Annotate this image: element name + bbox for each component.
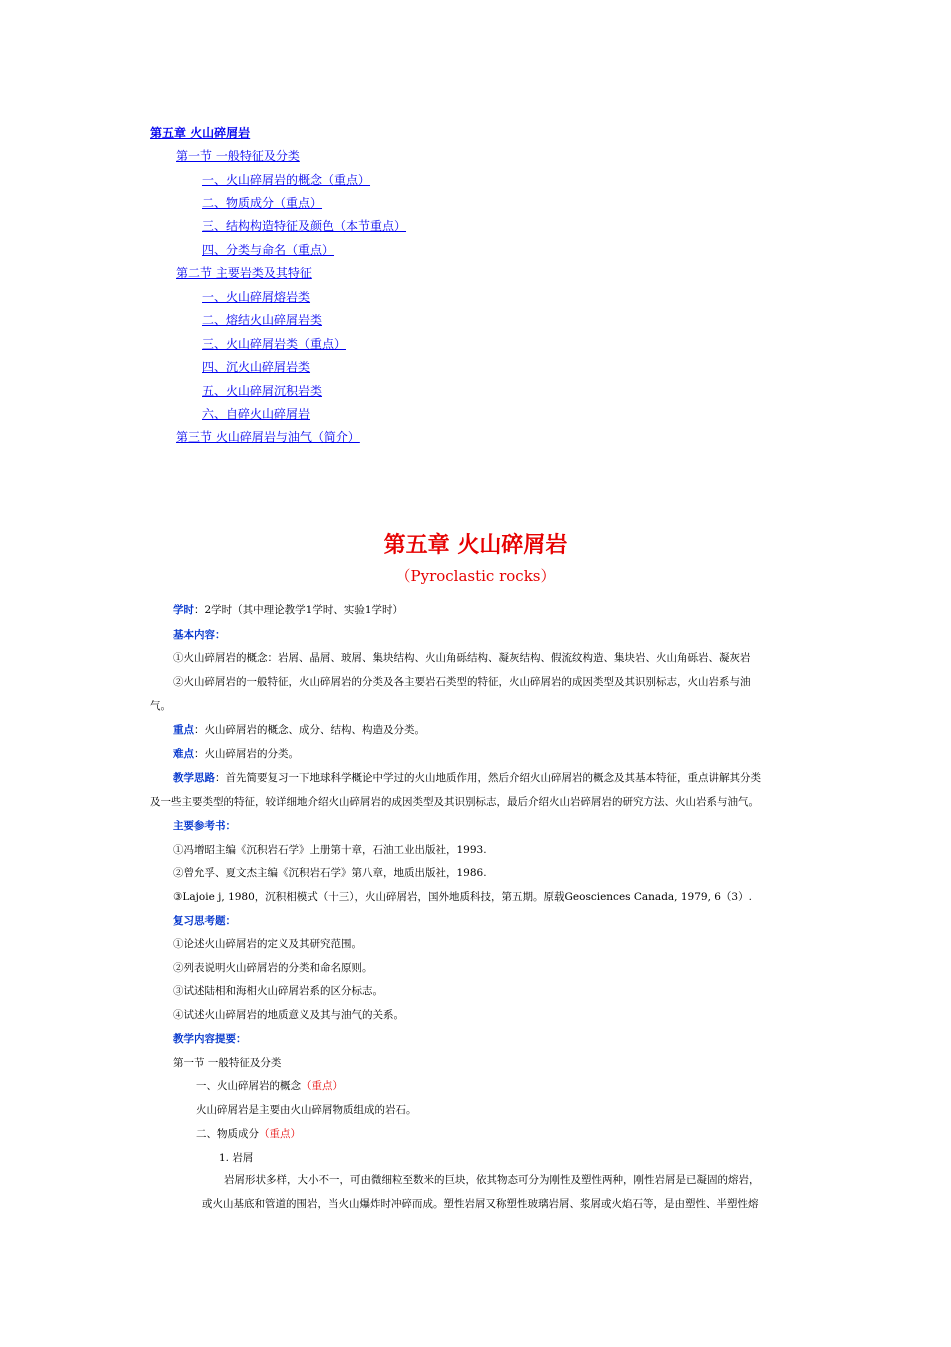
toc-section-3-link[interactable]: 第三节 火山碎屑岩与油气（简介）	[176, 430, 360, 444]
body-paragraph: 岩屑形状多样，大小不一，可由微细粒至数米的巨块，依其物态可分为刚性及塑性两种，刚性岩屑是已凝固的熔岩，	[224, 1174, 760, 1186]
basic-label: 基本内容	[173, 629, 215, 641]
item-1-key-tag: （重点）	[301, 1080, 343, 1092]
toc-s2-item-1-link[interactable]: 一、火山碎屑熔岩类	[202, 290, 311, 304]
subsection-heading: 1. 岩屑	[219, 1152, 254, 1164]
ref-item: ②曾允孚、夏文杰主编《沉积岩石学》第八章，地质出版社，1986.	[173, 867, 487, 879]
difficulty-label: 难点	[173, 748, 194, 760]
hours-label: 学时	[173, 604, 194, 616]
hours-text: ：2学时（其中理论教学1学时、实验1学时）	[194, 604, 404, 616]
review-item: ①论述火山碎屑岩的定义及其研究范围。	[173, 938, 362, 950]
item-2-heading	[196, 1127, 301, 1141]
toc-s2-item-3-link[interactable]: 三、火山碎屑岩类（重点）	[202, 337, 347, 351]
toc-s2-item-2-link[interactable]: 二、熔结火山碎屑岩类	[202, 313, 323, 327]
outline-label: 教学内容提要	[173, 1033, 236, 1045]
difficulty-text: ：火山碎屑岩的分类。	[194, 748, 299, 760]
outline-heading: 教学内容提要：	[173, 1033, 247, 1045]
body-paragraph-cont: 或火山基底和管道的围岩，当火山爆炸时冲碎而成。塑性岩屑又称塑性玻璃岩屑、浆屑或火焰石等，是由塑性、半塑性熔	[202, 1198, 759, 1210]
ref-item: ①冯增昭主编《沉积岩石学》上册第十章，石油工业出版社，1993.	[173, 844, 487, 856]
toc-section-1-link[interactable]: 第一节 一般特征及分类	[176, 149, 300, 163]
item-1-definition: 火山碎屑岩是主要由火山碎屑物质组成的岩石。	[196, 1104, 417, 1116]
chapter-title: 第五章 火山碎屑岩	[383, 533, 568, 558]
review-heading: 复习思考题：	[173, 915, 236, 927]
basic-point-2-cont: 气。	[150, 700, 171, 712]
idea-label: 教学思路	[173, 772, 215, 784]
toc-s2-item-6-link[interactable]: 六、自碎火山碎屑岩	[202, 407, 311, 421]
toc-s1-item-4-link[interactable]: 四、分类与命名（重点）	[202, 243, 335, 257]
ref-item: ③Lajoie j, 1980，沉积相模式（十三），火山碎屑岩，国外地质科技，第五期。原载Geosciences Canada, 1979, 6（3）.	[173, 891, 752, 903]
toc-section-2-link[interactable]: 第二节 主要岩类及其特征	[176, 266, 312, 280]
difficulty-line	[173, 747, 299, 761]
key-label: 重点	[173, 724, 194, 736]
key-text: ：火山碎屑岩的概念、成分、结构、构造及分类。	[194, 724, 425, 736]
review-item: ②列表说明火山碎屑岩的分类和命名原则。	[173, 962, 373, 974]
toc-s1-item-2-link[interactable]: 二、物质成分（重点）	[202, 196, 323, 210]
basic-point-1: ①火山碎屑岩的概念：岩屑、晶屑、玻屑、集块结构、火山角砾结构、凝灰结构、假流纹构造、集块岩、火山角砾岩、凝灰岩	[173, 652, 751, 664]
toc-s1-item-3-link[interactable]: 三、结构构造特征及颜色（本节重点）	[202, 219, 407, 233]
item-1-title: 一、火山碎屑岩的概念	[196, 1080, 301, 1092]
review-item: ③试述陆相和海相火山碎屑岩系的区分标志。	[173, 985, 383, 997]
idea-line-cont: 及一些主要类型的特征，较详细地介绍火山碎屑岩的成因类型及其识别标志，最后介绍火山岩碎屑岩的研究方法、火山岩系与油气。	[150, 796, 759, 808]
item-2-key-tag: （重点）	[259, 1128, 301, 1140]
item-2-title: 二、物质成分	[196, 1128, 259, 1140]
section-1-heading: 第一节 一般特征及分类	[173, 1057, 282, 1069]
idea-text: ：首先简要复习一下地球科学概论中学过的火山地质作用，然后介绍火山碎屑岩的概念及其基本特征，重点讲解其分类	[215, 772, 761, 784]
ref-label: 主要参考书	[173, 820, 226, 832]
idea-line	[173, 771, 761, 785]
toc-chapter-link[interactable]: 第五章 火山碎屑岩	[150, 126, 251, 140]
hours-line	[173, 603, 403, 617]
basic-point-2: ②火山碎屑岩的一般特征，火山碎屑岩的分类及各主要岩石类型的特征，火山碎屑岩的成因类型及其识别标志，火山岩系与油	[173, 676, 751, 688]
basic-heading: 基本内容：	[173, 629, 226, 641]
key-line	[173, 723, 425, 737]
toc-s1-item-1-link[interactable]: 一、火山碎屑岩的概念（重点）	[202, 173, 371, 187]
toc-s2-item-4-link[interactable]: 四、沉火山碎屑岩类	[202, 360, 311, 374]
chapter-subtitle: （Pyroclastic rocks）	[395, 567, 556, 585]
toc-s2-item-5-link[interactable]: 五、火山碎屑沉积岩类	[202, 384, 323, 398]
ref-heading: 主要参考书：	[173, 820, 236, 832]
item-1-heading	[196, 1079, 343, 1093]
review-label: 复习思考题	[173, 915, 226, 927]
review-item: ④试述火山碎屑岩的地质意义及其与油气的关系。	[173, 1009, 404, 1021]
